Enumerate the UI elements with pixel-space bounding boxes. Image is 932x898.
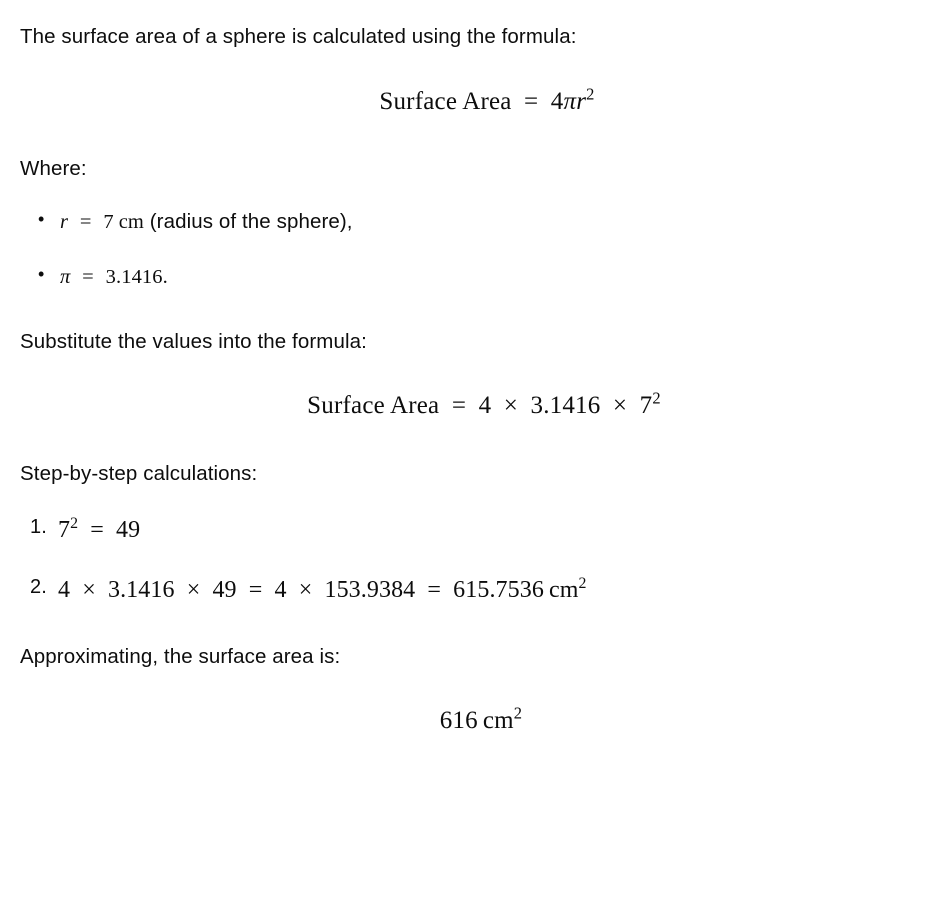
spacer [20,293,908,327]
radius-unit: cm [118,211,144,233]
term-radius: 7 [639,392,653,420]
document-body [20,22,908,740]
factor-4: 4 [58,576,71,603]
equals-sign: = [524,87,539,115]
formula-label: Surface Area [307,392,440,420]
radius-symbol: r [60,211,69,233]
result-unit: cm [548,576,579,603]
steps-label: Step-by-step calculations: [20,461,258,485]
step-2-expression [58,574,587,603]
formula-surface-area [333,83,594,121]
multiplication-sign: × [82,576,96,603]
term-coefficient: 4 [478,392,492,420]
radius-note: (radius of the sphere), [149,210,353,233]
unit-exponent: 2 [578,574,587,592]
final-unit-exponent: 2 [513,703,523,723]
spacer [20,425,908,459]
term-pi-value: 3.1416 [530,392,601,420]
multiplication-sign: × [612,392,628,420]
factor-pi: 3.1416 [107,576,175,603]
exponent: 2 [70,514,79,532]
radius-symbol: r [576,87,587,115]
spacer [20,608,908,642]
spacer [20,357,908,387]
base: 7 [58,516,71,543]
equals-sign: = [427,576,442,603]
pi-value: 3.1416. [105,265,168,288]
pi-symbol: π [60,265,71,288]
result: 615.7536 [453,576,544,603]
formula-substituted [267,387,661,425]
coefficient: 4 [550,87,564,115]
spacer [20,185,908,207]
spacer [20,672,908,702]
factor-49: 49 [212,576,237,603]
mid-factor-4: 4 [274,576,287,603]
pi-symbol: π [563,87,577,115]
spacer [20,120,908,154]
radius-value: 7 [103,211,114,233]
list-item [60,207,908,238]
mid-product: 153.9384 [324,576,416,603]
spacer [20,490,908,512]
equals-sign: = [79,211,92,233]
formula-label: Surface Area [379,87,512,115]
spacer [20,53,908,83]
final-unit: cm [482,707,514,735]
substitute-paragraph: Substitute the values into the formula: [20,329,367,353]
exponent: 2 [586,84,595,104]
list-item [60,262,908,293]
equals-sign: = [451,392,467,420]
multiplication-sign: × [298,576,313,603]
final-answer-display [20,702,908,740]
equals-sign: = [82,265,94,288]
multiplication-sign: × [186,576,201,603]
final-answer [406,702,523,740]
equals-sign: = [90,516,104,543]
result: 49 [115,516,141,543]
intro-paragraph: The surface area of a sphere is calculated using the formula: [20,25,577,48]
where-label: Where: [20,157,87,181]
equals-sign: = [248,576,263,603]
step-1-expression [58,514,141,543]
formula-surface-area-display [20,83,908,121]
where-list [20,207,908,293]
exponent: 2 [652,388,661,408]
list-item [58,512,908,548]
multiplication-sign: × [503,392,519,420]
formula-substituted-display [20,387,908,425]
steps-list [20,512,908,608]
list-item [58,572,908,608]
approximation-paragraph: Approximating, the surface area is: [20,644,341,668]
final-value: 616 [439,707,478,735]
